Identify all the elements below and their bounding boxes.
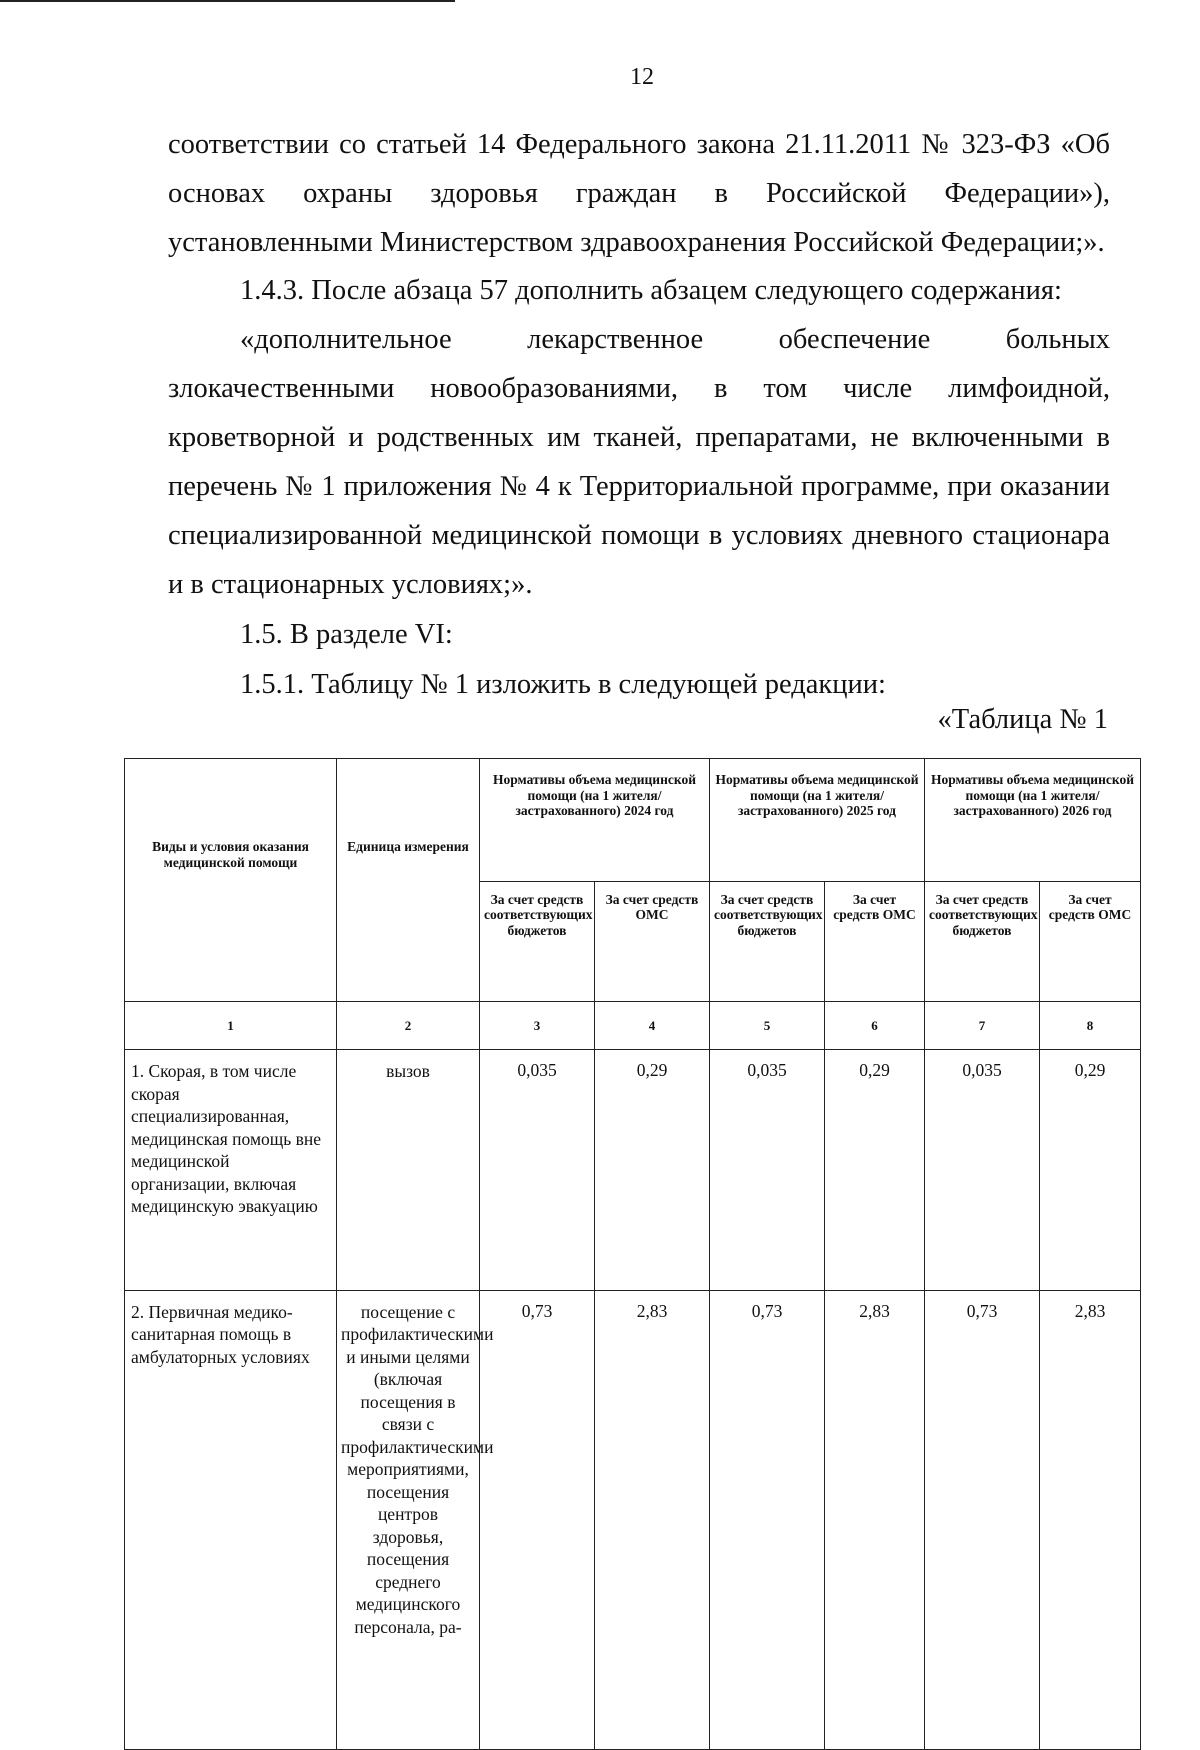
column-number: 4 — [595, 1002, 710, 1050]
header-care-type: Виды и условия оказания медицинской помощи — [125, 759, 337, 1002]
table-header-row — [125, 759, 1141, 882]
value-cell: 0,035 — [480, 1050, 595, 1291]
table-caption: «Таблица № 1 — [937, 704, 1108, 735]
care-type-cell: 1. Скорая, в том числе скорая специализированная, медицинская помощь вне медицинской организации, включая медицинскую эвакуацию — [125, 1050, 337, 1291]
value-cell: 0,29 — [1040, 1050, 1141, 1291]
header-group-2026: Нормативы объема медицинской помощи (на 1 жителя/застрахованного) 2026 год — [925, 759, 1141, 882]
value-cell: 0,29 — [825, 1050, 925, 1291]
paragraph-quoted-addition: «дополнительное лекарственное обеспечение больных злокачественными новообразованиями, в том числе лимфоидной, кроветворной и родственных им тканей, препаратами, не включенными в перечень № 1 приложения № 4 к Территориальной программе, при оказании специализированной медицинской помощи в условиях дневного стационара и в стационарных условиях;». — [168, 324, 1110, 600]
column-number: 5 — [710, 1002, 825, 1050]
subheader-oms-2024: За счет средств ОМС — [595, 881, 710, 1001]
unit-cell: вызов — [337, 1050, 480, 1291]
column-number-row — [125, 1002, 1141, 1050]
subheader-budget-2024: За счет средств соответствующих бюджетов — [480, 881, 595, 1001]
paragraph-1-5-1: 1.5.1. Таблицу № 1 изложить в следующей редакции: — [240, 669, 886, 700]
header-unit: Единица измерения — [337, 759, 480, 1002]
value-cell: 0,73 — [925, 1290, 1040, 1749]
header-group-2024: Нормативы объема медицинской помощи (на 1 жителя/застрахованного) 2024 год — [480, 759, 710, 882]
column-number: 1 — [125, 1002, 337, 1050]
norms-table — [124, 758, 1141, 1750]
value-cell: 0,29 — [595, 1050, 710, 1291]
value-cell: 0,73 — [480, 1290, 595, 1749]
column-number: 7 — [925, 1002, 1040, 1050]
table-row — [125, 1290, 1141, 1749]
value-cell: 2,83 — [1040, 1290, 1141, 1749]
care-type-cell: 2. Первичная медико-санитарная помощь в амбулаторных условиях — [125, 1290, 337, 1749]
paragraph-1-4-3: 1.4.3. После абзаца 57 дополнить абзацем следующего содержания: — [240, 275, 1062, 306]
subheader-oms-2026: За счет средств ОМС — [1040, 881, 1141, 1001]
unit-cell: посещение с профилактическими и иными целями (включая посещения в связи с профилактическими мероприятиями, посещения центров здоровья, посещения среднего медицинского персонала, ра- — [337, 1290, 480, 1749]
paragraph-1-5: 1.5. В разделе VI: — [240, 619, 453, 650]
page-number: 12 — [630, 64, 654, 90]
value-cell: 0,035 — [710, 1050, 825, 1291]
top-border-line — [0, 0, 455, 2]
value-cell: 0,035 — [925, 1050, 1040, 1291]
column-number: 8 — [1040, 1002, 1141, 1050]
subheader-budget-2025: За счет средств соответствующих бюджетов — [710, 881, 825, 1001]
header-group-2025: Нормативы объема медицинской помощи (на 1 жителя/застрахованного) 2025 год — [710, 759, 925, 882]
paragraph-law-reference: соответствии со статьей 14 Федерального закона 21.11.2011 № 323-ФЗ «Об основах охраны здоровья граждан в Российской Федерации»), установленными Министерством здравоохранения Российской Федерации;». — [168, 129, 1110, 258]
column-number: 3 — [480, 1002, 595, 1050]
column-number: 2 — [337, 1002, 480, 1050]
column-number: 6 — [825, 1002, 925, 1050]
value-cell: 2,83 — [825, 1290, 925, 1749]
subheader-budget-2026: За счет средств соответствующих бюджетов — [925, 881, 1040, 1001]
value-cell: 2,83 — [595, 1290, 710, 1749]
table-row — [125, 1050, 1141, 1291]
value-cell: 0,73 — [710, 1290, 825, 1749]
subheader-oms-2025: За счет средств ОМС — [825, 881, 925, 1001]
